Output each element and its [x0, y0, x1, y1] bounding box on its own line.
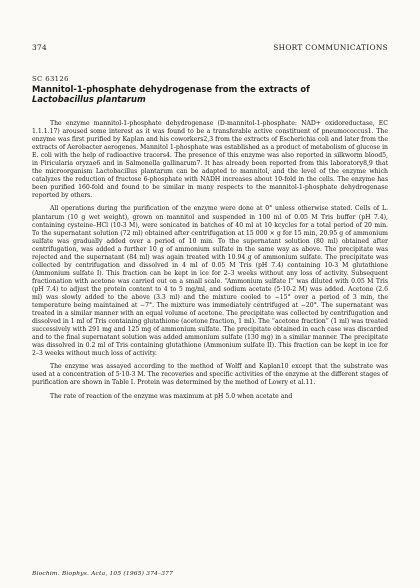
- paragraph-methods: All operations during the purification of the enzyme were done at 0° unless otherwise stated. Cells of L. plantarum (10 g wet weight), grown on mannitol and suspended in 100 ml of 0.05 M Tris buffer (pH 7.4), containing cysteine–HCl (10-3 M), were sonicated in batches of 40 ml at 10 kcycles for a total period of 20 min. To the supernatant solution (72 ml) obtained after centrifugation at 15 000 × g for 15 min, 20.95 g of ammonium sulfate was gradually added over a period of 10 min. To the supernatant solution (80 ml) obtained after centrifugation, was added a further 10 g of ammonium sulfate in the same way as above. The precipitate was rejected and the supernatant (84 ml) was again treated with 10.94 g of ammonium sulfate. The precipitate was collected by centrifugation and dissolved in 4 ml of 0.05 M Tris (pH 7.4) containing 10-3 M glutathione (Ammonium sulfate I). This fraction can be kept in ice for 2–3 weeks without any loss of activity. Subsequent fractionation with acetone was carried out on a small scale. “Ammonium sulfate I” was diluted with 0.05 M Tris (pH 7.4) to adjust the protein content to 4 to 5 mg/ml, and sodium acetate (5·10-2 M) was added. Acetone (2.6 ml) was slowly added to the above (3.3 ml) and the mixture cooled to −15° over a period of 3 min, the temperature being maintained at −7°. The mixture was immediately centrifuged at −20°. The supernatant was treated in a similar manner with an equal volume of acetone. The precipitate was collected by centrifugation and dissolved in 1 ml of Tris containing glutathione (acetone fraction, 1 ml). The “acetone fraction” (1 ml) was treated successively with 291 mg and 125 mg of ammonium sulfate. The precipitate obtained in each case was discarded and to the final supernatant solution was added ammonium sulfate (130 mg) in a similar manner. The precipitate was dissolved in 0.2 ml of Tris containing glutathione (Ammonium sulfate II). This fraction can be kept in ice for 2–3 weeks without much loss of activity.: [32, 205, 388, 358]
- section-title: SHORT COMMUNICATIONS: [273, 43, 388, 52]
- footer-citation: Biochim. Biophys. Acta, 105 (1965) 374–377: [32, 571, 174, 577]
- paragraph-ph: The rate of reaction of the enzyme was maximum at pH 5.0 when acetate and: [50, 392, 293, 400]
- title-line-2: Lactobacillus plantarum: [32, 94, 146, 104]
- article-title: [32, 84, 388, 104]
- paragraph-intro: The enzyme mannitol-1-phosphate dehydrogenase (D-mannitol-1-phosphate: NAD+ oxidoreductase, EC 1.1.1.17) aroused some interest as it was found to be a transferable active constituent of pneumococcus1. The enzyme was first purified by Kaplan and his coworkers2,3 from the extracts of Escherichia coli and later from the extracts of Aerobacter aerogenes. Mannitol 1-phosphate was established as a product of metabolism of glucose in E. coli with the help of radioactive tracers4. The presence of this enzyme was also reported in silkworm blood5, in Piricularia oryzae6 and in Salmonella gallinarum7. It has already been reported from this laboratory8,9 that the microorganism Lactobacillus plantarum can be adapted to mannitol, and the level of the enzyme which catalyzes the reduction of fructose 6-phosphate with NADH increases about 10-fold in the cells. The enzyme has been purified 160-fold and found to be similar in many respects to the mannitol-1-phosphate dehydrogenase reported by others.: [32, 120, 388, 200]
- page-number: 374: [32, 43, 48, 52]
- running-header: [32, 43, 388, 52]
- title-line-1: Mannitol-1-phosphate dehydrogenase from the extracts of: [32, 84, 310, 94]
- article-body: [32, 120, 388, 406]
- paragraph-assay: The enzyme was assayed according to the method of Wolff and Kaplan10 except that the substrate was used at a concentration of 5·10-3 M. The recoveries and specific activities of the enzyme at the different stages of purification are shown in Table I. Protein was determined by the method of Lowry et al.11.: [32, 363, 388, 387]
- article-ref-code: SC 63126: [32, 75, 69, 83]
